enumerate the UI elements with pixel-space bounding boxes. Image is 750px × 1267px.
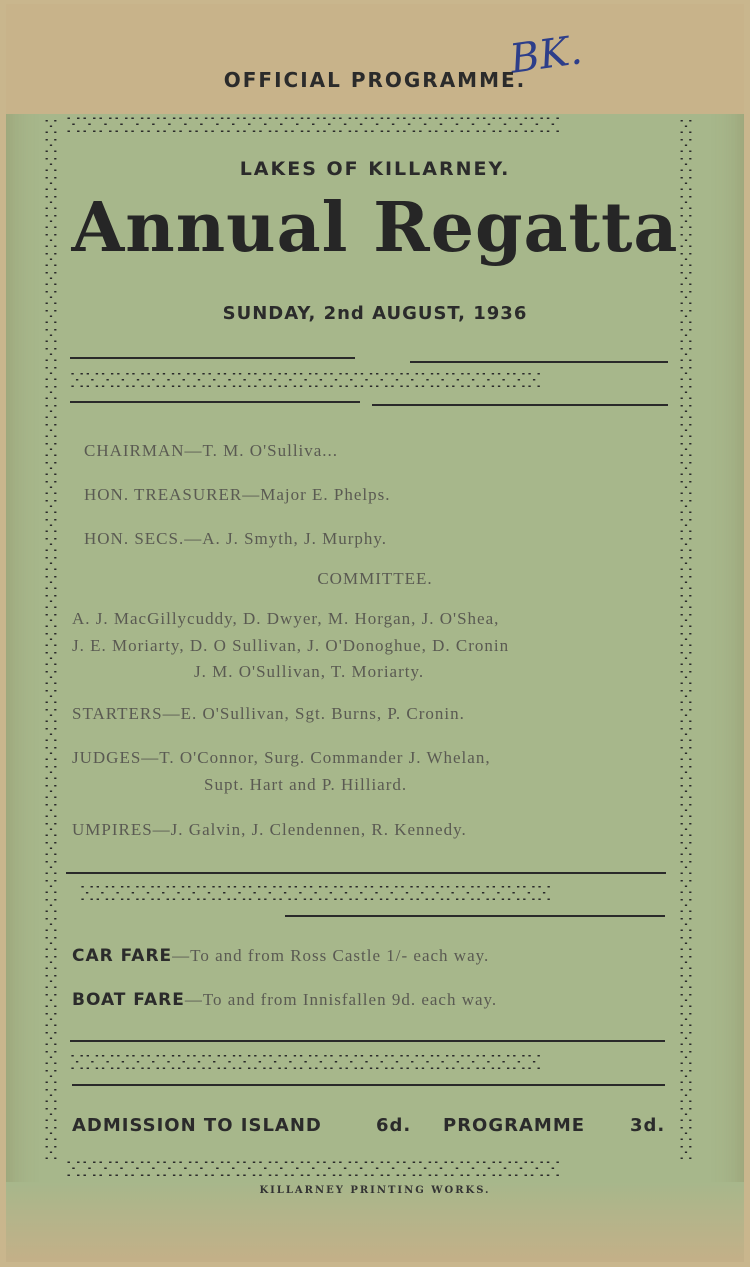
- handwritten-mark: BK.: [507, 27, 585, 83]
- secretaries-line: HON. SECS.—A. J. Smyth, J. Murphy.: [84, 529, 388, 548]
- programme-price: 3d.: [630, 1115, 666, 1136]
- venue-heading: LAKES OF KILLARNEY.: [239, 158, 511, 180]
- car-fare-text: —To and from Ross Castle 1/- each way.: [172, 946, 490, 965]
- judges-line: JUDGES—T. O'Connor, Surg. Commander J. Whelan,: [72, 748, 491, 767]
- boat-fare-label: BOAT FARE: [72, 990, 185, 1010]
- divider-rule: [372, 404, 668, 406]
- boat-fare-text: —To and from Innisfallen 9d. each way.: [184, 990, 498, 1009]
- official-programme-heading: OFFICIAL PROGRAMME.: [223, 68, 527, 92]
- divider-rule: [285, 915, 665, 917]
- umpires-line: UMPIRES—J. Galvin, J. Clendennen, R. Kennedy.: [72, 820, 467, 839]
- page-title: Annual Regatta: [71, 188, 679, 268]
- committee-line: J. M. O'Sullivan, T. Moriarty.: [194, 662, 425, 681]
- programme-label: PROGRAMME: [443, 1115, 586, 1136]
- treasurer-line: HON. TREASURER—Major E. Phelps.: [84, 485, 391, 504]
- paper-top-strip: [6, 4, 744, 114]
- divider-rule: [70, 357, 355, 359]
- committee-line: A. J. MacGillycuddy, D. Dwyer, M. Horgan, J. O'Shea,: [72, 609, 500, 628]
- decorative-border-right: ⵘⵘⵘⵘⵘⵘⵘⵘⵘⵘⵘⵘⵘⵘⵘⵘⵘⵘⵘⵘⵘⵘⵘⵘⵘⵘⵘⵘⵘⵘⵘⵘⵘⵘⵘⵘⵘⵘⵘⵘⵘⵘⵘⵘⵘⵘⵘⵘⵘⵘⵘⵘⵘⵘⵘ: [679, 118, 693, 1164]
- decorative-border-middle: ⵘⵘⵘⵘⵘⵘⵘⵘⵘⵘⵘⵘⵘⵘⵘⵘⵘⵘⵘⵘⵘⵘⵘⵘⵘⵘⵘⵘⵘⵘⵘ: [70, 1052, 543, 1074]
- starters-line: STARTERS—E. O'Sullivan, Sgt. Burns, P. Cronin.: [72, 704, 465, 723]
- admission-price: 6d.: [376, 1115, 412, 1136]
- divider-rule: [70, 1040, 665, 1042]
- decorative-border-middle: ⵘⵘⵘⵘⵘⵘⵘⵘⵘⵘⵘⵘⵘⵘⵘⵘⵘⵘⵘⵘⵘⵘⵘⵘⵘⵘⵘⵘⵘⵘⵘ: [70, 370, 543, 392]
- divider-rule: [70, 401, 360, 403]
- decorative-border-left: ⵘⵘⵘⵘⵘⵘⵘⵘⵘⵘⵘⵘⵘⵘⵘⵘⵘⵘⵘⵘⵘⵘⵘⵘⵘⵘⵘⵘⵘⵘⵘⵘⵘⵘⵘⵘⵘⵘⵘⵘⵘⵘⵘⵘⵘⵘⵘⵘⵘⵘⵘⵘⵘⵘⵘ: [44, 118, 58, 1164]
- boat-fare-line: [72, 990, 497, 1010]
- car-fare-label: CAR FARE: [72, 946, 173, 966]
- chairman-line: CHAIRMAN—T. M. O'Sulliva...: [84, 441, 339, 460]
- judges-line: Supt. Hart and P. Hilliard.: [204, 775, 408, 794]
- divider-rule: [410, 361, 668, 363]
- car-fare-line: [72, 946, 489, 966]
- event-date: SUNDAY, 2nd AUGUST, 1936: [222, 303, 528, 324]
- decorative-border-top: ⵘⵘⵘⵘⵘⵘⵘⵘⵘⵘⵘⵘⵘⵘⵘⵘⵘⵘⵘⵘⵘⵘⵘⵘⵘⵘⵘⵘⵘⵘⵘ: [66, 113, 562, 137]
- divider-rule: [66, 872, 666, 874]
- committee-line: J. E. Moriarty, D. O Sullivan, J. O'Donoghue, D. Cronin: [72, 636, 510, 655]
- decorative-border-bottom: ⵘⵘⵘⵘⵘⵘⵘⵘⵘⵘⵘⵘⵘⵘⵘⵘⵘⵘⵘⵘⵘⵘⵘⵘⵘⵘⵘⵘⵘⵘⵘ: [66, 1157, 562, 1181]
- committee-heading: COMMITTEE.: [317, 569, 433, 588]
- divider-rule: [72, 1084, 665, 1086]
- decorative-border-middle: ⵘⵘⵘⵘⵘⵘⵘⵘⵘⵘⵘⵘⵘⵘⵘⵘⵘⵘⵘⵘⵘⵘⵘⵘⵘⵘⵘⵘⵘⵘⵘ: [80, 883, 553, 905]
- printer-imprint: KILLARNEY PRINTING WORKS.: [259, 1185, 491, 1196]
- admission-label: ADMISSION TO ISLAND: [72, 1115, 322, 1136]
